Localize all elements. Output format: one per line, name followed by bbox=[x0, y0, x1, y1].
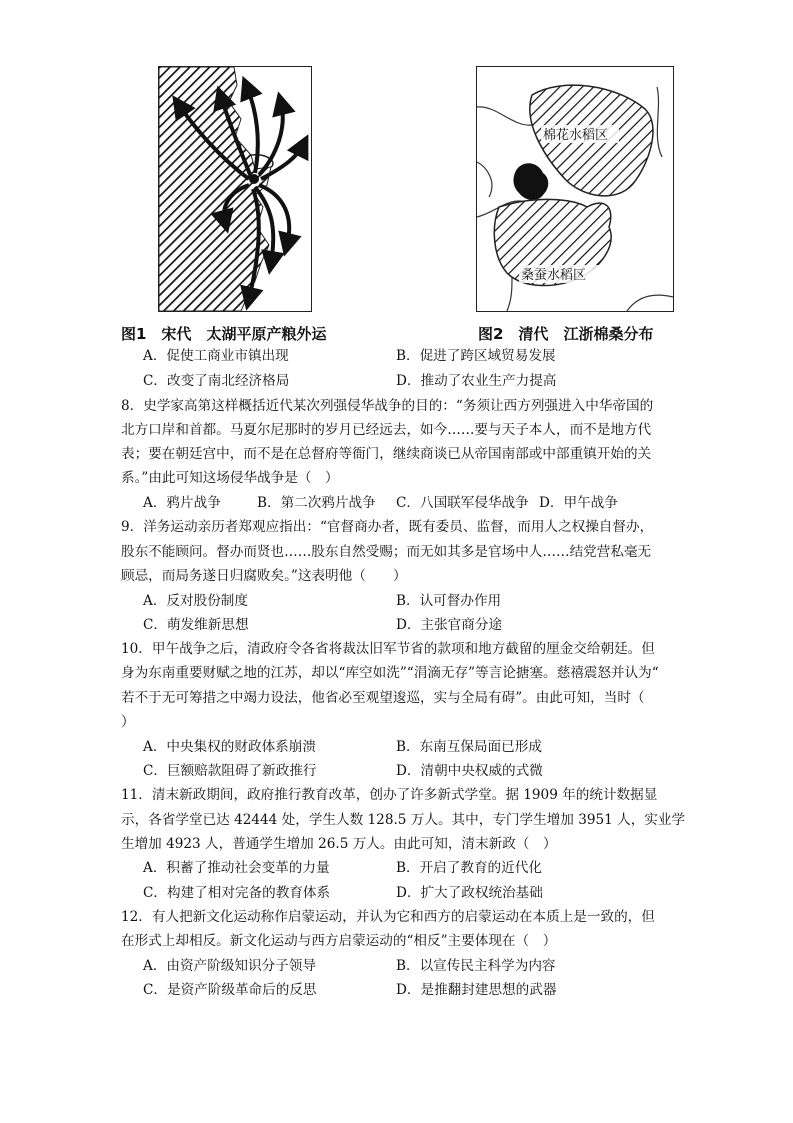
q12-option-d: D．是推翻封建思想的武器 bbox=[396, 982, 557, 998]
q9-stem-line: 顾忌，而局务遂日归腐败矣。”这表明他（ ） bbox=[121, 568, 407, 584]
q9-stem-line: 9．洋务运动亲历者郑观应指出：“官督商办者，既有委员、监督，而用人之权操自督办， bbox=[121, 519, 654, 535]
q8-option-c: C．八国联军侵华战争 bbox=[396, 495, 529, 511]
q11-option-d: D．扩大了政权统治基础 bbox=[396, 885, 543, 901]
q11-stem-line: 生增加 4923 人，普通学生增加 26.5 万人。由此可知，清末新政（ ） bbox=[121, 836, 557, 852]
q10-option-d: D．清朝中央权威的式微 bbox=[396, 763, 543, 779]
q7-option-c: C．改变了南北经济格局 bbox=[143, 373, 290, 389]
figure-1-map bbox=[158, 66, 312, 312]
q12-stem-line: 12．有人把新文化运动称作启蒙运动，并认为它和西方的启蒙运动在本质上是一致的，但 bbox=[121, 909, 655, 925]
q10-option-a: A．中央集权的财政体系崩溃 bbox=[143, 739, 316, 755]
figure-2-caption: 图2 清代 江浙棉桑分布 bbox=[478, 325, 654, 343]
q10-option-c: C．巨额赔款阻碍了新政推行 bbox=[143, 763, 317, 779]
q8-option-d: D．甲午战争 bbox=[539, 495, 618, 511]
q8-stem-line: 表；要在朝廷宫中，而不是在总督府等衙门，继续商谈已从帝国南部或中部重镇开始的关 bbox=[121, 446, 652, 462]
figure-1-caption: 图1 宋代 太湖平原产粮外运 bbox=[121, 325, 327, 343]
q7-option-b: B．促进了跨区域贸易发展 bbox=[396, 348, 556, 364]
q10-stem-line: 10．甲午战争之后，清政府令各省将裁汰旧军节省的款项和地方截留的厘金交给朝廷。但 bbox=[121, 641, 655, 657]
q9-option-b: B．认可督办作用 bbox=[396, 593, 502, 609]
figure-2-map bbox=[476, 66, 674, 312]
q8-stem-line: 北方口岸和首都。马夏尔尼那时的岁月已经远去，如今……要与天子本人，而不是地方代 bbox=[121, 422, 652, 438]
q12-option-c: C．是资产阶级革命后的反思 bbox=[143, 982, 317, 998]
q9-option-d: D．主张官商分途 bbox=[396, 617, 503, 633]
q10-stem-line: ） bbox=[121, 714, 135, 730]
q7-option-a: A．促使工商业市镇出现 bbox=[143, 348, 289, 364]
q8-option-b: B．第二次鸦片战争 bbox=[257, 495, 376, 511]
q12-option-a: A．由资产阶级知识分子领导 bbox=[143, 958, 316, 974]
cotton-rice-area-label: 棉花水稻区 bbox=[543, 128, 609, 143]
q10-stem-line: 若不于无可筹措之中竭力设法，他省必至观望逡巡，实与全局有碍”。由此可知，当时（ bbox=[121, 690, 645, 706]
q12-option-b: B．以宣传民主科学为内容 bbox=[396, 958, 556, 974]
q10-stem-line: 身为东南重要财赋之地的江苏，却以“库空如洗”“涓滴无存”等言论搪塞。慈禧震怒并认为“ bbox=[121, 665, 659, 681]
q9-option-a: A．反对股份制度 bbox=[143, 593, 248, 609]
q9-stem-line: 股东不能顾问。督办而贤也……股东自然受赐；而无如其多是官场中人……结党营私毫无 bbox=[121, 544, 652, 560]
q7-option-d: D．推动了农业生产力提高 bbox=[396, 373, 557, 389]
q8-option-a: A．鸦片战争 bbox=[143, 495, 221, 511]
q10-option-b: B．东南互保局面已形成 bbox=[396, 739, 542, 755]
cotton-silk-map-image bbox=[477, 67, 673, 311]
q11-stem-line: 示，各省学堂已达 42444 处，学生人数 128.5 万人。其中，专门学生增加 3951 人，实业学 bbox=[121, 812, 686, 828]
q8-stem-line: 8．史学家高第这样概括近代某次列强侵华战争的目的：“务须让西方列强进入中华帝国的 bbox=[121, 398, 654, 414]
q11-option-c: C．构建了相对完备的教育体系 bbox=[143, 885, 331, 901]
q12-stem-line: 在形式上却相反。新文化运动与西方启蒙运动的“相反”主要体现在（ ） bbox=[121, 933, 557, 949]
q11-option-a: A．积蓄了推动社会变革的力量 bbox=[143, 860, 330, 876]
q11-stem-line: 11．清末新政期间，政府推行教育改革，创办了许多新式学堂。据 1909 年的统计数据显 bbox=[121, 787, 658, 803]
q11-option-b: B．开启了教育的近代化 bbox=[396, 860, 542, 876]
q8-stem-line: 系。”由此可知这场侵华战争是（ ） bbox=[121, 470, 339, 486]
grain-transport-map-image bbox=[159, 67, 311, 311]
q9-option-c: C．萌发维新思想 bbox=[143, 617, 249, 633]
silk-rice-area-label: 桑蚕水稻区 bbox=[521, 268, 587, 283]
